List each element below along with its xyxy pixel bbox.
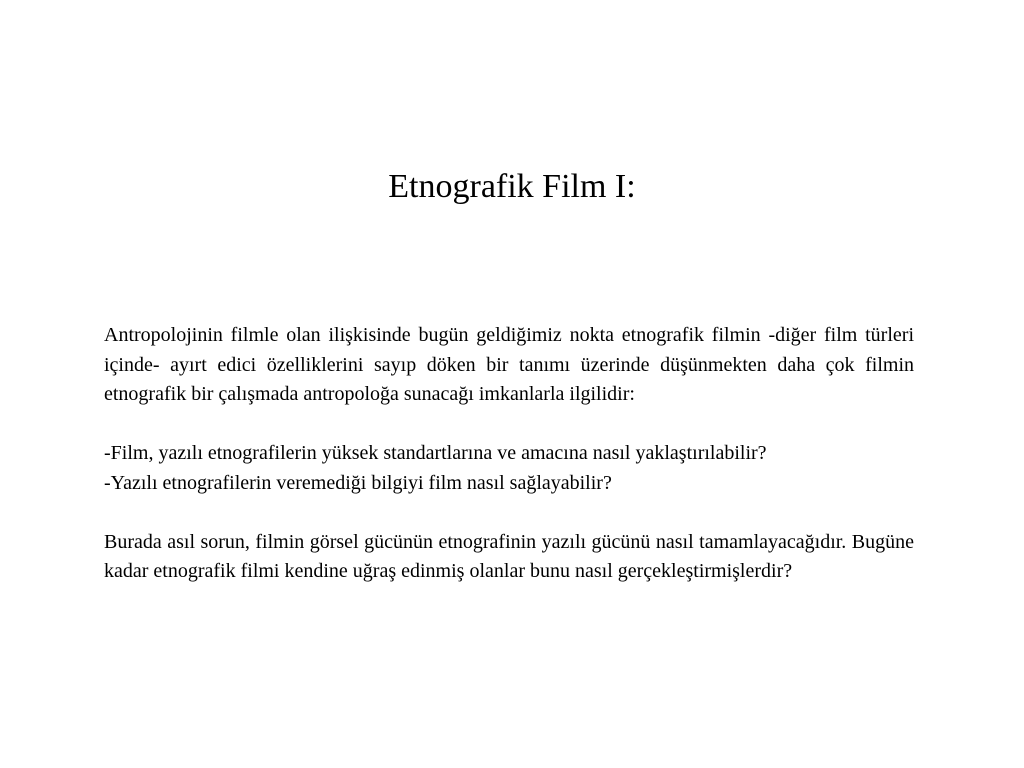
intro-paragraph: Antropolojinin filmle olan ilişkisinde bugün geldiğimiz nokta etnografik filmin -diğer film türleri içinde- ayırt edici özelliklerini sayıp döken bir tanımı üzerinde düşünmekten daha çok filmin etnografik bir çalışmada antropoloğa sunacağı imkanlarla ilgilidir:	[104, 324, 914, 405]
paragraph-gap	[104, 498, 914, 528]
question-list	[104, 439, 914, 498]
conclusion-paragraph: Burada asıl sorun, filmin görsel gücünün etnografinin yazılı gücünü nasıl tamamlayacağıdır. Bugüne kadar etnografik filmi kendine uğraş edinmiş olanlar bunu nasıl gerçekleştirmişlerdir?	[104, 530, 914, 582]
slide-body	[104, 321, 914, 587]
slide-title: Etnografik Film I:	[388, 168, 636, 205]
question-item: -Film, yazılı etnografilerin yüksek standartlarına ve amacına nasıl yaklaştırılabilir?	[104, 442, 767, 464]
question-item: -Yazılı etnografilerin veremediği bilgiyi film nasıl sağlayabilir?	[104, 471, 612, 494]
paragraph-gap	[104, 410, 914, 440]
